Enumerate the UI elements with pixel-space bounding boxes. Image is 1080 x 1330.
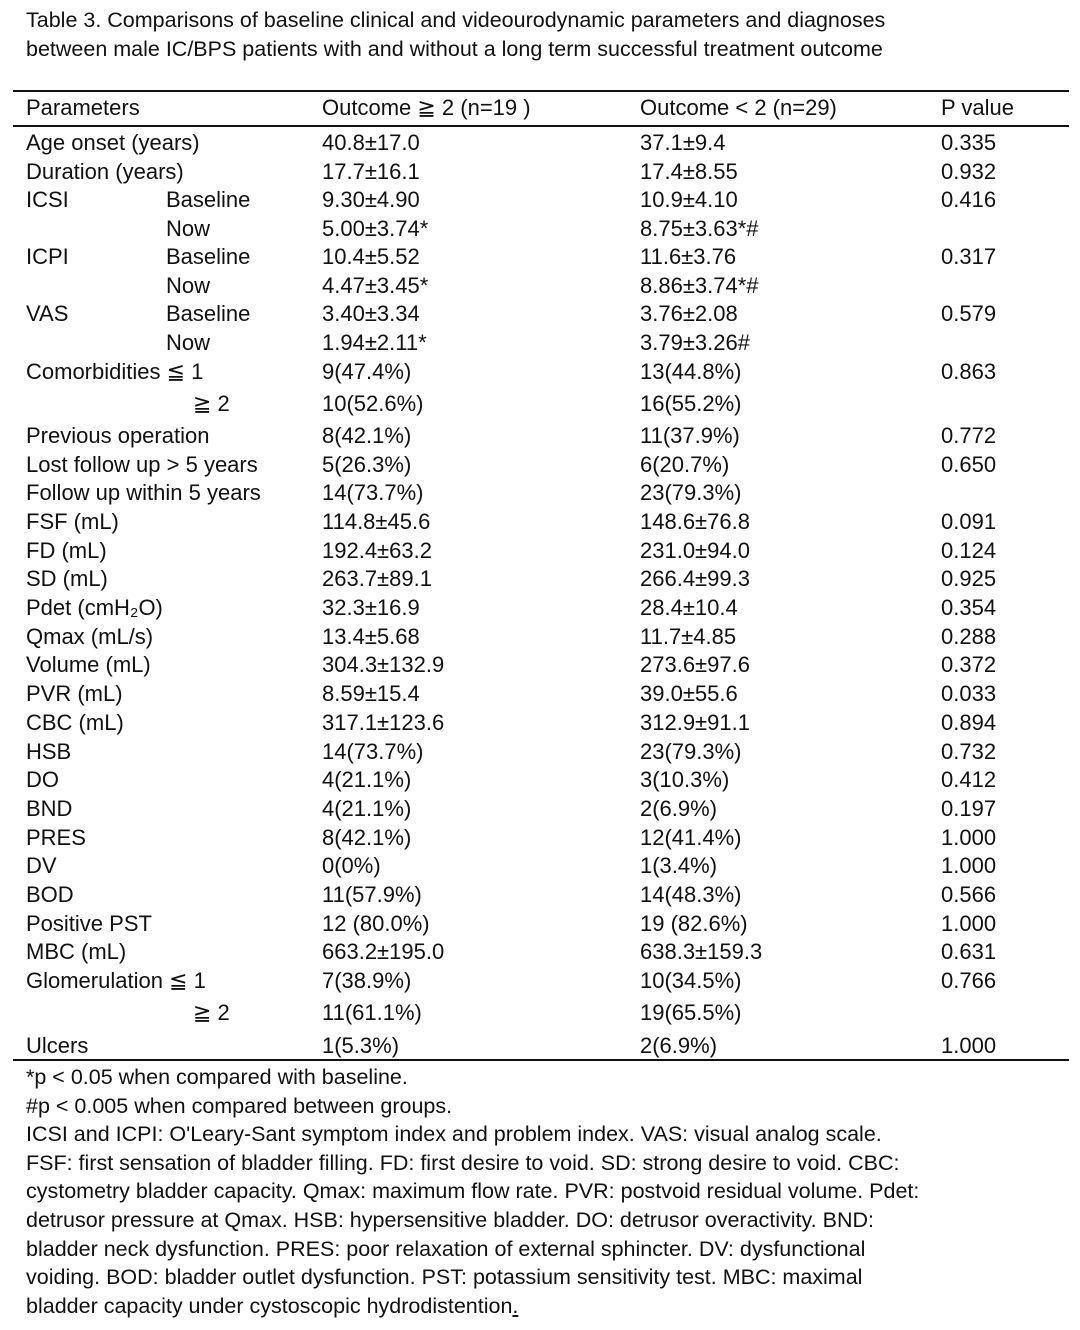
cell-p-value: 0.894 [941, 710, 997, 735]
table-row [0, 357, 1080, 386]
table-row [0, 328, 1080, 357]
table-row [0, 536, 1080, 565]
cell-outcome-ge2: 8(42.1%) [322, 423, 412, 448]
header-parameters: Parameters [26, 95, 140, 120]
table-footnotes [26, 1063, 919, 1320]
cell-outcome-ge2: 304.3±132.9 [322, 652, 445, 677]
cell-p-value: 1.000 [941, 853, 997, 878]
cell-outcome-ge2: 11(61.1%) [322, 1000, 422, 1025]
cell-p-value: 0.732 [941, 739, 997, 764]
cell-p-value: 0.033 [941, 681, 997, 706]
cell-subparameter: Baseline [166, 301, 251, 326]
cell-subparameter: Now [166, 330, 211, 355]
cell-outcome-lt2: 11.6±3.76 [640, 244, 737, 269]
cell-outcome-lt2: 14(48.3%) [640, 882, 742, 907]
cell-outcome-lt2: 8.75±3.63*# [640, 216, 759, 241]
cell-outcome-lt2: 23(79.3%) [640, 739, 742, 764]
cell-outcome-ge2: 10.4±5.52 [322, 244, 420, 269]
cell-outcome-lt2: 3(10.3%) [640, 767, 730, 792]
cell-outcome-ge2: 1.94±2.11* [322, 330, 427, 355]
cell-parameter: SD (mL) [26, 566, 108, 591]
cell-outcome-ge2: 663.2±195.0 [322, 939, 445, 964]
cell-outcome-ge2: 4.47±3.45* [322, 273, 429, 298]
cell-outcome-lt2: 28.4±10.4 [640, 595, 738, 620]
table-row [0, 966, 1080, 995]
cell-parameter: Positive PST [26, 911, 152, 936]
cell-outcome-lt2: 10(34.5%) [640, 968, 742, 993]
cell-p-value: 0.631 [941, 939, 997, 964]
cell-parameter: Previous operation [26, 423, 210, 448]
cell-p-value: 0.124 [941, 538, 997, 563]
table-row [0, 851, 1080, 880]
table-row [0, 998, 1080, 1027]
cell-subparameter: Now [166, 273, 211, 298]
cell-p-value: 0.932 [941, 159, 997, 184]
cell-outcome-ge2: 5(26.3%) [322, 452, 412, 477]
cell-outcome-lt2: 273.6±97.6 [640, 652, 750, 677]
cell-outcome-ge2: 8(42.1%) [322, 825, 412, 850]
table-row [0, 650, 1080, 679]
footnote-abbreviations-5: bladder neck dysfunction. PRES: poor relaxation of external sphincter. DV: dysfunctional [26, 1236, 866, 1261]
table-row [0, 937, 1080, 966]
table-row [0, 765, 1080, 794]
footnote-abbreviations-1: ICSI and ICPI: O'Leary-Sant symptom index and problem index. VAS: visual analog scale. [26, 1122, 882, 1147]
table-bottom-rule [13, 1059, 1069, 1061]
cell-outcome-lt2: 638.3±159.3 [640, 939, 763, 964]
cell-parameter: Duration (years) [26, 159, 184, 184]
cell-parameter: PVR (mL) [26, 681, 123, 706]
cell-outcome-ge2: 192.4±63.2 [322, 538, 432, 563]
cell-parameter: FD (mL) [26, 538, 107, 563]
cell-outcome-ge2: 17.7±16.1 [322, 159, 420, 184]
cell-outcome-lt2: 23(79.3%) [640, 480, 742, 505]
table-row [0, 271, 1080, 300]
cell-outcome-lt2: 2(6.9%) [640, 1033, 718, 1058]
cell-p-value: 0.772 [941, 423, 997, 448]
table-row [0, 737, 1080, 766]
cell-p-value: 0.354 [941, 595, 997, 620]
cell-outcome-ge2: 10(52.6%) [322, 391, 424, 416]
cell-outcome-ge2: 12 (80.0%) [322, 911, 430, 936]
cell-outcome-lt2: 3.76±2.08 [640, 301, 738, 326]
cell-p-value: 0.766 [941, 968, 997, 993]
cell-outcome-lt2: 16(55.2%) [640, 391, 742, 416]
cell-parameter: VAS [26, 301, 69, 326]
footnote-last-period: . [512, 1293, 519, 1318]
table-row [0, 421, 1080, 450]
cell-outcome-lt2: 231.0±94.0 [640, 538, 750, 563]
cell-parameter: HSB [26, 739, 72, 764]
table-row [0, 128, 1080, 157]
cell-outcome-ge2: 4(21.1%) [322, 796, 412, 821]
cell-p-value: 0.416 [941, 187, 997, 212]
cell-p-value: 0.579 [941, 301, 997, 326]
cell-p-value: 0.288 [941, 624, 997, 649]
cell-subparameter: Baseline [166, 187, 251, 212]
table-row [0, 708, 1080, 737]
cell-parameter: Pdet (cmH₂O) [26, 595, 163, 620]
footnote-abbreviations-2: FSF: first sensation of bladder filling. FD: first desire to void. SD: strong desire to void. CBC: [26, 1150, 900, 1175]
table-header-rule [13, 125, 1069, 127]
cell-subparameter: ≧ 2 [193, 1000, 230, 1025]
table-row [0, 185, 1080, 214]
header-p-value: P value [941, 95, 1014, 120]
cell-outcome-ge2: 1(5.3%) [322, 1033, 400, 1058]
cell-parameter: PRES [26, 825, 86, 850]
cell-parameter: Comorbidities ≦ 1 [26, 359, 204, 384]
cell-p-value: 0.650 [941, 452, 997, 477]
cell-outcome-ge2: 0(0%) [322, 853, 381, 878]
cell-parameter: MBC (mL) [26, 939, 127, 964]
cell-subparameter: ≧ 2 [193, 391, 230, 416]
cell-p-value: 0.335 [941, 130, 997, 155]
cell-outcome-ge2: 317.1±123.6 [322, 710, 445, 735]
cell-parameter: BND [26, 796, 73, 821]
cell-p-value: 1.000 [941, 1033, 997, 1058]
cell-p-value: 0.091 [941, 509, 997, 534]
cell-parameter: Lost follow up > 5 years [26, 452, 258, 477]
cell-parameter: ICSI [26, 187, 69, 212]
cell-parameter: ICPI [26, 244, 69, 269]
cell-outcome-lt2: 37.1±9.4 [640, 130, 726, 155]
cell-parameter: DV [26, 853, 57, 878]
cell-outcome-ge2: 5.00±3.74* [322, 216, 429, 241]
cell-outcome-lt2: 12(41.4%) [640, 825, 742, 850]
cell-parameter: Ulcers [26, 1033, 89, 1058]
footnote-significance-baseline: *p < 0.05 when compared with baseline. [26, 1065, 408, 1089]
cell-outcome-lt2: 148.6±76.8 [640, 509, 750, 534]
cell-outcome-lt2: 1(3.4%) [640, 853, 718, 878]
cell-outcome-lt2: 39.0±55.6 [640, 681, 738, 706]
cell-p-value: 0.372 [941, 652, 997, 677]
cell-p-value: 0.925 [941, 566, 997, 591]
cell-subparameter: Baseline [166, 244, 251, 269]
cell-p-value: 1.000 [941, 825, 997, 850]
cell-outcome-lt2: 8.86±3.74*# [640, 273, 759, 298]
cell-outcome-lt2: 19(65.5%) [640, 1000, 742, 1025]
cell-parameter: Qmax (mL/s) [26, 624, 154, 649]
cell-outcome-ge2: 7(38.9%) [322, 968, 412, 993]
cell-outcome-ge2: 8.59±15.4 [322, 681, 420, 706]
table-row [0, 794, 1080, 823]
cell-outcome-lt2: 17.4±8.55 [640, 159, 738, 184]
table-row [0, 564, 1080, 593]
cell-outcome-ge2: 263.7±89.1 [322, 566, 432, 591]
cell-parameter: Age onset (years) [26, 130, 200, 155]
cell-p-value: 0.412 [941, 767, 997, 792]
cell-outcome-ge2: 14(73.7%) [322, 739, 424, 764]
table-row [0, 450, 1080, 479]
footnote-last-text: bladder capacity under cystoscopic hydrodistention [26, 1293, 513, 1318]
cell-p-value: 0.317 [941, 244, 997, 269]
cell-outcome-lt2: 2(6.9%) [640, 796, 718, 821]
table-row [0, 157, 1080, 186]
cell-outcome-lt2: 266.4±99.3 [640, 566, 750, 591]
cell-p-value: 0.863 [941, 359, 997, 384]
cell-outcome-ge2: 9(47.4%) [322, 359, 412, 384]
cell-outcome-lt2: 6(20.7%) [640, 452, 730, 477]
cell-outcome-ge2: 3.40±3.34 [322, 301, 420, 326]
cell-p-value: 1.000 [941, 911, 997, 936]
cell-p-value: 0.566 [941, 882, 997, 907]
cell-outcome-ge2: 9.30±4.90 [322, 187, 420, 212]
caption-line-2: between male IC/BPS patients with and without a long term successful treatment outcome [26, 36, 883, 61]
cell-outcome-lt2: 10.9±4.10 [640, 187, 738, 212]
table-row [0, 823, 1080, 852]
header-outcome-lt2: Outcome < 2 (n=29) [640, 95, 837, 120]
table-top-rule [13, 90, 1069, 92]
caption-line-1: Table 3. Comparisons of baseline clinical and videourodynamic parameters and diagnoses [26, 8, 886, 32]
table-caption [26, 6, 885, 63]
cell-outcome-ge2: 4(21.1%) [322, 767, 412, 792]
cell-subparameter: Now [166, 216, 211, 241]
footnote-abbreviations-4: detrusor pressure at Qmax. HSB: hypersensitive bladder. DO: detrusor overactivity. BND: [26, 1207, 874, 1232]
table-row [0, 1031, 1080, 1060]
cell-outcome-ge2: 14(73.7%) [322, 480, 424, 505]
footnote-abbreviations-6: voiding. BOD: bladder outlet dysfunction. PST: potassium sensitivity test. MBC: maximal [26, 1265, 863, 1290]
cell-parameter: CBC (mL) [26, 710, 124, 735]
cell-outcome-ge2: 40.8±17.0 [322, 130, 420, 155]
cell-parameter: FSF (mL) [26, 509, 119, 534]
footnote-abbreviations-3: cystometry bladder capacity. Qmax: maximum flow rate. PVR: postvoid residual volume. Pdet: [26, 1179, 920, 1204]
cell-outcome-ge2: 114.8±45.6 [322, 509, 431, 534]
cell-outcome-ge2: 32.3±16.9 [322, 595, 420, 620]
cell-outcome-ge2: 13.4±5.68 [322, 624, 420, 649]
header-outcome-ge2: Outcome ≧ 2 (n=19 ) [322, 95, 531, 120]
cell-parameter: DO [26, 767, 59, 792]
footnote-significance-groups: #p < 0.005 when compared between groups. [26, 1093, 453, 1118]
cell-outcome-lt2: 11(37.9%) [640, 423, 740, 448]
table-row [0, 679, 1080, 708]
table-row [0, 622, 1080, 651]
table-row [0, 389, 1080, 418]
cell-parameter: Volume (mL) [26, 652, 151, 677]
cell-outcome-ge2: 11(57.9%) [322, 882, 422, 907]
cell-parameter: Glomerulation ≦ 1 [26, 968, 206, 993]
table-row [0, 214, 1080, 243]
cell-outcome-lt2: 3.79±3.26# [640, 330, 750, 355]
table-row [0, 507, 1080, 536]
table-row [0, 478, 1080, 507]
cell-outcome-lt2: 11.7±4.85 [640, 624, 737, 649]
cell-outcome-lt2: 13(44.8%) [640, 359, 742, 384]
table-row [0, 242, 1080, 271]
cell-p-value: 0.197 [941, 796, 997, 821]
table-row [0, 880, 1080, 909]
table-row [0, 909, 1080, 938]
table-row [0, 299, 1080, 328]
cell-outcome-lt2: 312.9±91.1 [640, 710, 750, 735]
footnote-abbreviations-7 [26, 1292, 919, 1321]
cell-outcome-lt2: 19 (82.6%) [640, 911, 748, 936]
cell-parameter: BOD [26, 882, 74, 907]
table-row [0, 593, 1080, 622]
cell-parameter: Follow up within 5 years [26, 480, 261, 505]
table-header-row [0, 93, 1080, 122]
